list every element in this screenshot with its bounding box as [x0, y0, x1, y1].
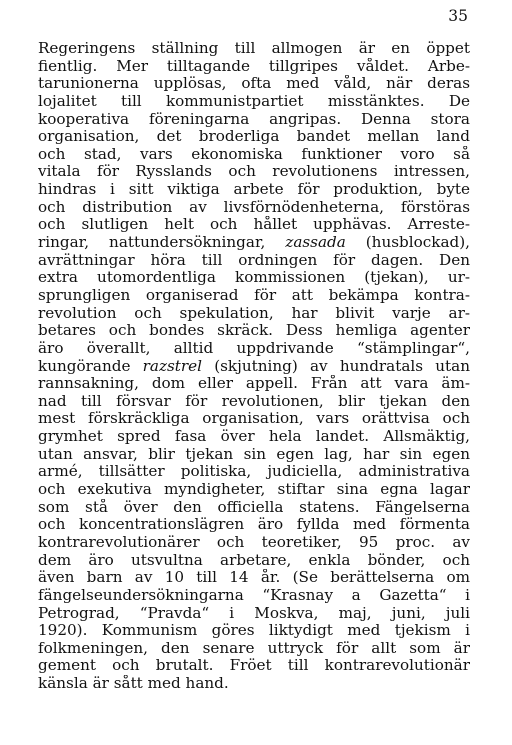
- text-run: armé, tillsätter politiska, judiciella, administrativa: [38, 463, 470, 481]
- text-line: [38, 358, 470, 376]
- text-run: känsla är sått med hand.: [38, 675, 229, 693]
- text-line: [38, 499, 470, 517]
- text-line: [38, 181, 470, 199]
- text-run: 1920). Kommunism göres liktydigt med tjekism i: [38, 622, 470, 640]
- text-line: [38, 287, 470, 305]
- text-line: [38, 111, 470, 129]
- text-run: tarunionerna upplösas, ofta med våld, när deras: [38, 75, 470, 93]
- text-run: rannsakning, dom eller appell. Från att vara äm-: [38, 375, 470, 393]
- text-run: hindras i sitt viktiga arbete för produktion, byte: [38, 181, 470, 199]
- text-line: [38, 252, 470, 270]
- text-run: (husblockad),: [345, 234, 470, 252]
- text-run: folkmeningen, den senare uttryck för allt som är: [38, 639, 470, 657]
- text-run: kungörande: [38, 357, 143, 375]
- text-run: revolution och spekulation, har blivit varje ar-: [38, 304, 470, 322]
- text-run: gement och brutalt. Fröet till kontrarevolutionär: [38, 657, 470, 675]
- text-line: [38, 410, 470, 428]
- text-line: [38, 605, 470, 623]
- text-run: (skjutning) av hundratals utan: [201, 357, 470, 375]
- text-line: [38, 58, 470, 76]
- text-run: kooperativa föreningarna angripas. Denna stora: [38, 110, 470, 128]
- text-run: Petrograd, “Pravda“ i Moskva, maj, juni, juli: [38, 604, 470, 622]
- text-line: [38, 640, 470, 658]
- text-line: [38, 657, 470, 675]
- text-line: [38, 428, 470, 446]
- body-text: [38, 40, 470, 693]
- text-run: även barn av 10 till 14 år. (Se berättelserna om: [38, 569, 470, 587]
- text-run: grymhet spred fasa över hela landet. Allsmäktig,: [38, 428, 470, 446]
- text-line: [38, 481, 470, 499]
- text-run: organisation, det broderliga bandet mellan land: [38, 128, 470, 146]
- text-line: [38, 163, 470, 181]
- text-line: [38, 393, 470, 411]
- text-line: [38, 569, 470, 587]
- text-line: [38, 199, 470, 217]
- text-line: [38, 587, 470, 605]
- text-line: [38, 322, 470, 340]
- text-run: som stå över den officiella statens. Fängelserna: [38, 498, 470, 516]
- text-run: kontrarevolutionärer och teoretiker, 95 proc. av: [38, 533, 470, 551]
- text-run: fängelseundersökningarna “Krasnay a Gazetta“ i: [38, 586, 470, 604]
- text-run: och koncentrationslägren äro fyllda med förmenta: [38, 516, 470, 534]
- text-run: och stad, vars ekonomiska funktioner voro så: [38, 145, 470, 163]
- text-run: avrättningar höra till ordningen för dagen. Den: [38, 251, 470, 269]
- page-number: 35: [448, 7, 468, 25]
- text-run: mest förskräckliga organisation, vars orättvisa och: [38, 410, 470, 428]
- text-run: sprungligen organiserad för att bekämpa kontra-: [38, 286, 470, 304]
- text-line: [38, 146, 470, 164]
- text-line: [38, 675, 470, 693]
- text-run: och exekutiva myndigheter, stiftar sina egna lagar: [38, 481, 470, 499]
- text-run: Regeringens ställning till allmogen är en öppet: [38, 40, 470, 57]
- text-line: [38, 234, 470, 252]
- italic-term: razstrel: [142, 357, 202, 375]
- text-line: [38, 93, 470, 111]
- text-line: [38, 375, 470, 393]
- text-run: äro överallt, alltid uppdrivande “stämplingar“,: [38, 339, 470, 357]
- text-run: och distribution av livsförnödenheterna, förstöras: [38, 198, 470, 216]
- text-line: [38, 463, 470, 481]
- text-run: nad till försvar för revolutionen, blir tjekan den: [38, 392, 470, 410]
- text-line: [38, 75, 470, 93]
- text-line: [38, 40, 470, 58]
- text-run: betares och bondes skräck. Dess hemliga agenter: [38, 322, 470, 340]
- text-run: utan ansvar, blir tjekan sin egen lag, har sin egen: [38, 445, 470, 463]
- text-line: [38, 269, 470, 287]
- text-run: extra utomordentliga kommissionen (tjekan), ur-: [38, 269, 470, 287]
- text-run: ringar, nattundersökningar,: [38, 234, 286, 252]
- text-run: och slutligen helt och hållet upphävas. Arreste-: [38, 216, 470, 234]
- text-run: lojalitet till kommunistpartiet misstänktes. De: [38, 92, 470, 110]
- text-line: [38, 305, 470, 323]
- text-line: [38, 446, 470, 464]
- text-line: [38, 216, 470, 234]
- text-line: [38, 516, 470, 534]
- italic-term: zassada: [285, 234, 346, 252]
- text-line: [38, 552, 470, 570]
- text-run: vitala för Rysslands och revolutionens intressen,: [38, 163, 470, 181]
- text-line: [38, 340, 470, 358]
- text-line: [38, 622, 470, 640]
- text-run: fientlig. Mer tilltagande tillgripes våldet. Arbe-: [38, 57, 470, 75]
- text-line: [38, 534, 470, 552]
- text-line: [38, 128, 470, 146]
- text-run: dem äro utsvultna arbetare, enkla bönder, och: [38, 551, 470, 569]
